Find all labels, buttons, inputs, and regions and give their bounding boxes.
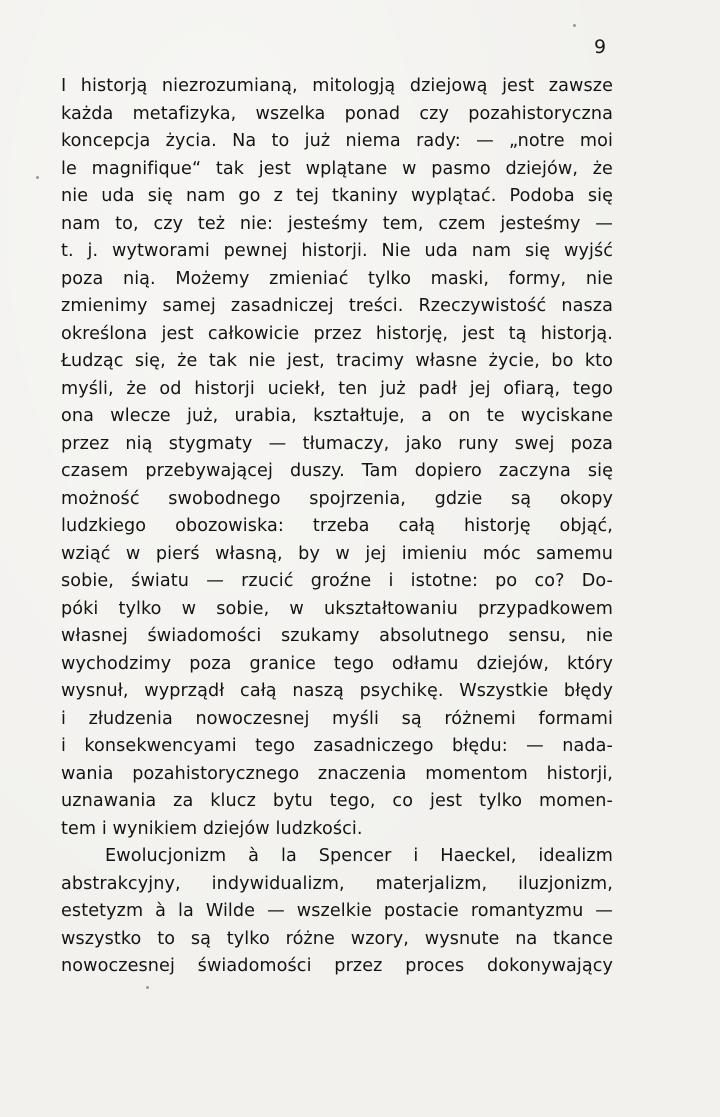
paper-speck	[146, 986, 149, 989]
paragraph-1	[61, 73, 613, 843]
body-text	[61, 73, 613, 981]
text-line: myśli, że od historji uciekł, ten już padł jej ofiarą, tego	[61, 378, 613, 399]
text-line: póki tylko w sobie, w ukształtowaniu przypadkowem	[61, 598, 613, 619]
text-line: wziąć w pierś własną, by w jej imieniu móc samemu	[61, 543, 613, 564]
text-line: koncepcja życia. Na to już niema rady: — „notre moi	[61, 131, 613, 151]
text-line: poza nią. Możemy zmieniać tylko maski, formy, nie	[61, 268, 613, 289]
text-line: abstrakcyjny, indywidualizm, materjalizm, iluzjonizm,	[61, 873, 613, 894]
text-line: estetyzm à la Wilde — wszelkie postacie romantyzmu —	[61, 901, 613, 921]
paragraph-2	[61, 843, 613, 981]
paper-speck	[36, 176, 39, 179]
text-line: możność swobodnego spojrzenia, gdzie są okopy	[61, 488, 613, 509]
text-line: ludzkiego obozowiska: trzeba całą historję objąć,	[61, 516, 613, 536]
text-line: i konsekwencyami tego zasadniczego błędu: — nada-	[61, 736, 613, 756]
text-line: ona wlecze już, urabia, kształtuje, a on te wyciskane	[61, 406, 613, 426]
text-line: nie uda się nam go z tej tkaniny wyplątać. Podoba się	[61, 186, 613, 206]
text-line: nowoczesnej świadomości przez proces dokonywający	[61, 956, 613, 976]
text-line: określona jest całkowicie przez historję, jest tą historją.	[61, 323, 613, 344]
text-line: Łudząc się, że tak nie jest, tracimy własne życie, bo kto	[61, 351, 613, 371]
text-line: nam to, czy też nie: jesteśmy tem, czem jesteśmy —	[61, 213, 613, 234]
text-line: le magnifique“ tak jest wplątane w pasmo dziejów, że	[61, 158, 613, 179]
text-line: własnej świadomości szukamy absolutnego sensu, nie	[61, 626, 613, 646]
paper-speck	[573, 24, 576, 27]
text-line: przez nią stygmaty — tłumaczy, jako runy swej poza	[61, 433, 613, 454]
text-line: wania pozahistorycznego znaczenia momentom historji,	[61, 763, 613, 784]
text-line: wychodzimy poza granice tego odłamu dziejów, który	[61, 653, 613, 674]
text-line: t. j. wytworami pewnej historji. Nie uda nam się wyjść	[61, 241, 613, 261]
text-line: zmienimy samej zasadniczej treści. Rzeczywistość nasza	[61, 296, 613, 316]
text-line: i złudzenia nowoczesnej myśli są różnemi formami	[61, 708, 613, 729]
text-line: sobie, światu — rzucić groźne i istotne: po co? Do-	[61, 571, 613, 591]
text-line: uznawania za klucz bytu tego, co jest tylko momen-	[61, 791, 613, 811]
text-line: wszystko to są tylko różne wzory, wysnute na tkance	[61, 928, 613, 949]
text-line: tem i wynikiem dziejów ludzkości.	[61, 818, 363, 839]
page-number: 9	[594, 36, 607, 58]
text-line: czasem przebywającej duszy. Tam dopiero zaczyna się	[61, 461, 613, 481]
text-line: wysnuł, wyprządł całą naszą psychikę. Wszystkie błędy	[61, 681, 613, 701]
text-line: każda metafizyka, wszelka ponad czy pozahistoryczna	[61, 103, 613, 124]
text-line: Ewolucjonizm à la Spencer i Haeckel, idealizm	[105, 846, 613, 866]
text-line: I historją niezrozumianą, mitologją dziejową jest zawsze	[61, 76, 613, 96]
